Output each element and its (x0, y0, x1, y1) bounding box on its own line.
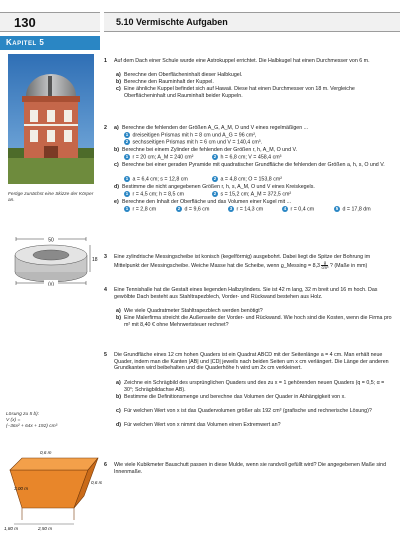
mulde-left-label: 3,00 m (14, 486, 29, 491)
skip-container-figure (2, 440, 102, 532)
case-badge: 1 (125, 176, 129, 181)
density-fraction (321, 261, 328, 270)
subtask (116, 394, 392, 401)
subtask-label: b) (116, 315, 121, 321)
case-text: d = 17,8 dm (342, 206, 371, 213)
subtask-text: Eine Malerfirma streicht die Außenseite der Vorder- und Rückwand. Wie hoch sind die Kosten, wenn die Firma pro m² mit 8,40 € ohne Mehrwertsteuer rechnet? (124, 315, 392, 328)
case-text: a = 4,8 cm; O = 153,8 cm² (220, 176, 283, 183)
page-number-box (0, 12, 100, 32)
brass-disc-figure (4, 236, 98, 286)
task-text: Die Grundfläche eines 12 cm hohen Quaders ist ein Quadrat ABCD mit der Seitenlänge a = 4 cm. Man erhält neue Quader, indem man die Kanten |AB| und |CD| jeweils nach beiden Seiten um x cm verlängert. Die Länge der anderen Grundkanten wird beibehalten und die Quaderhöhe h wird um 2x cm verkleinert. (114, 352, 389, 372)
subtask (116, 315, 392, 328)
sketch-hint-note: Fertige zunächst eine Skizze der Körper an. (8, 192, 94, 203)
case-badge: 3 (229, 206, 233, 211)
subtask-text: Berechne bei einem Zylinder die fehlenden der Größen r, h, A_M, O und V. (122, 147, 297, 153)
fraction-denominator: cm³ (321, 264, 329, 270)
task-number: 1 (104, 58, 107, 64)
case-row (212, 154, 400, 161)
task-text-tail: ? (Maße in mm) (329, 262, 368, 269)
subtask-label: b) (116, 394, 121, 400)
case-text: r = 20 cm; A_M = 240 cm² (132, 154, 194, 161)
subtask (116, 79, 392, 86)
subtask-text: Eine ähnliche Kuppel befindet sich auf Hawaii. Diese hat einen Durchmesser von 18 m. Vergleiche Oberflächeninhalt und Rauminhalt beider Kuppeln. (124, 86, 355, 99)
subtask-text: Für welchen Wert von x nimmt das Volumen einen Extremwert an? (124, 422, 281, 428)
case-badge: 2 (213, 191, 217, 196)
case-badge: 2 (177, 206, 181, 211)
subtask-label: b) (114, 147, 119, 153)
ring-top-label: 50 (48, 237, 54, 244)
case-text: sechsseitigen Prismas mit h = 6 cm und V = 140,4 cm³. (132, 139, 263, 146)
task-text: Eine Tennishalle hat die Gestalt eines liegenden Halbzylinders. Sie ist 42 m lang, 32 m breit und 16 m hoch. Das gewölbte Dach besteht aus Stahltrapezblech, Vorder- und Rückwand bestehen aus Holz. (114, 287, 378, 300)
subtask (114, 162, 390, 169)
observatory-image (8, 54, 94, 184)
subtask-label: e) (114, 199, 119, 205)
subtask (116, 72, 392, 79)
subtask-label: a) (116, 380, 121, 386)
task-number: 6 (104, 462, 107, 468)
subtask (114, 125, 390, 132)
section-header (104, 12, 400, 32)
task-text (114, 254, 392, 270)
page-number: 130 (14, 15, 36, 30)
subtask-label: a) (116, 308, 121, 314)
case-badge: 1 (125, 132, 129, 137)
solution-line-1: Lösung zu 5 b): (6, 412, 40, 417)
subtask-text: Berechne den Inhalt der Oberfläche und das Volumen einer Kugel mit ... (122, 199, 292, 205)
subtask-text: Bestimme die nicht angegebenen Größen r, h, s, A_M, O und V eines Kreiskegels. (122, 184, 315, 190)
task-number: 3 (104, 254, 107, 260)
subtask (116, 422, 392, 429)
case-text: d = 9,6 cm (184, 206, 210, 213)
mulde-right-label: 0,6 m (91, 480, 102, 485)
task-text: Auf dem Dach einer Schule wurde eine Astrokuppel errichtet. Die Halbkugel hat einen Durchmesser von 6 m. (114, 58, 370, 64)
case-text: dreiseitigen Prismas mit h = 8 cm und A_G = 96 cm², (132, 132, 257, 139)
mulde-top-label: 0,6 m (40, 450, 52, 455)
subtask (116, 86, 392, 99)
case-text: h = 6,8 cm; V = 458,4 cm³ (220, 154, 282, 161)
task-number: 4 (104, 287, 107, 293)
chapter-label: Kapitel 5 (6, 38, 45, 47)
case-row (334, 206, 400, 213)
case-row (212, 191, 400, 198)
task-number: 2 (104, 125, 107, 131)
subtask-text: Bestimme die Definitionsmenge und berechne das Volumen der Quader in Abhängigkeit von x. (124, 394, 346, 400)
case-row (124, 139, 392, 146)
subtask (114, 199, 390, 206)
subtask-text: Berechne bei einer geraden Pyramide mit quadratischer Grundfläche die fehlenden der Größen a, h, s, O und V. (122, 162, 385, 168)
case-badge: 5 (335, 206, 339, 211)
task-text: Wie viele Kubikmeter Bauschutt passen in diese Mulde, wenn sie randvoll gefüllt wird? Die angegebenen Maße sind Innenmaße. (114, 462, 387, 475)
subtask-label: d) (114, 184, 119, 190)
subtask-text: Für welchen Wert von x ist das Quadervolumen größer als 192 cm³ (grafische und rechnerische Lösung)? (124, 408, 372, 414)
case-text: r = 14,3 cm (236, 206, 264, 213)
ring-bottom-label: (x) (48, 281, 54, 286)
case-text: s = 15,2 cm; A_M = 372,5 cm² (220, 191, 292, 198)
subtask-text: Wie viele Quadratmeter Stahltrapezblech werden benötigt? (124, 308, 263, 314)
case-badge: 1 (125, 154, 129, 159)
task-text-body: Eine zylindrische Messingscheibe ist konisch (kegelförmig) ausgebohrt. Dabei liegt die Spitze der Bohrung im Mittelpunkt der Messingscheibe. Weiche Masse hat die Scheibe, wenn ϱ_Messing = 8,3 (114, 254, 371, 269)
subtask-label: b) (116, 79, 121, 85)
mulde-bottom-label: 2,50 m (38, 526, 53, 531)
solution-line-2: V (x) = (6, 418, 21, 423)
case-badge: 1 (125, 206, 129, 211)
solution-hint (6, 412, 98, 430)
subtask-text: Berechne den Rauminhalt der Kuppel. (124, 79, 214, 85)
subtask-label: a) (114, 125, 119, 131)
subtask-label: d) (116, 422, 121, 428)
case-badge: 4 (283, 206, 287, 211)
subtask-label: c) (116, 408, 121, 414)
case-badge: 1 (125, 191, 129, 196)
subtask (114, 184, 390, 191)
subtask-label: c) (116, 86, 121, 92)
chapter-tab (0, 36, 100, 50)
solution-line-3: (–36x² + 64x + 192) cm³ (6, 424, 58, 429)
subtask-text: Berechne die fehlenden der Größen A_G, A_M, O und V eines regelmäßigen ... (122, 125, 309, 131)
fraction-numerator: g (321, 261, 328, 266)
subtask-text: Berechne den Oberflächeninhalt dieser Halbkugel. (124, 72, 243, 78)
subtask (116, 308, 392, 315)
case-text: a = 6,4 cm; s = 12,8 cm (132, 176, 188, 183)
case-badge: 2 (213, 154, 217, 159)
subtask (114, 147, 390, 154)
subtask-label: a) (116, 72, 121, 78)
case-text: r = 2,8 cm (132, 206, 157, 213)
subtask (116, 408, 392, 415)
case-badge: 2 (213, 176, 217, 181)
mulde-depth-label: 1,80 m (4, 526, 19, 531)
subtask-text: Zeichne ein Schrägbild des ursprünglichen Quaders und des zu x = 1 gehörenden neuen Quaders (q = 0,5; α = 30°; Schrägbildachse AB). (124, 380, 385, 393)
ring-height-label: 18 (92, 257, 98, 263)
case-text: r = 0,4 cm (290, 206, 315, 213)
subtask-label: c) (114, 162, 119, 168)
case-badge: 2 (125, 139, 129, 144)
observatory-photo (8, 54, 94, 184)
task-number: 5 (104, 352, 107, 358)
case-text: r = 4,5 cm; h = 8,5 cm (132, 191, 185, 198)
case-row (212, 176, 400, 183)
section-title: 5.10 Vermischte Aufgaben (116, 17, 228, 27)
subtask (116, 380, 392, 393)
